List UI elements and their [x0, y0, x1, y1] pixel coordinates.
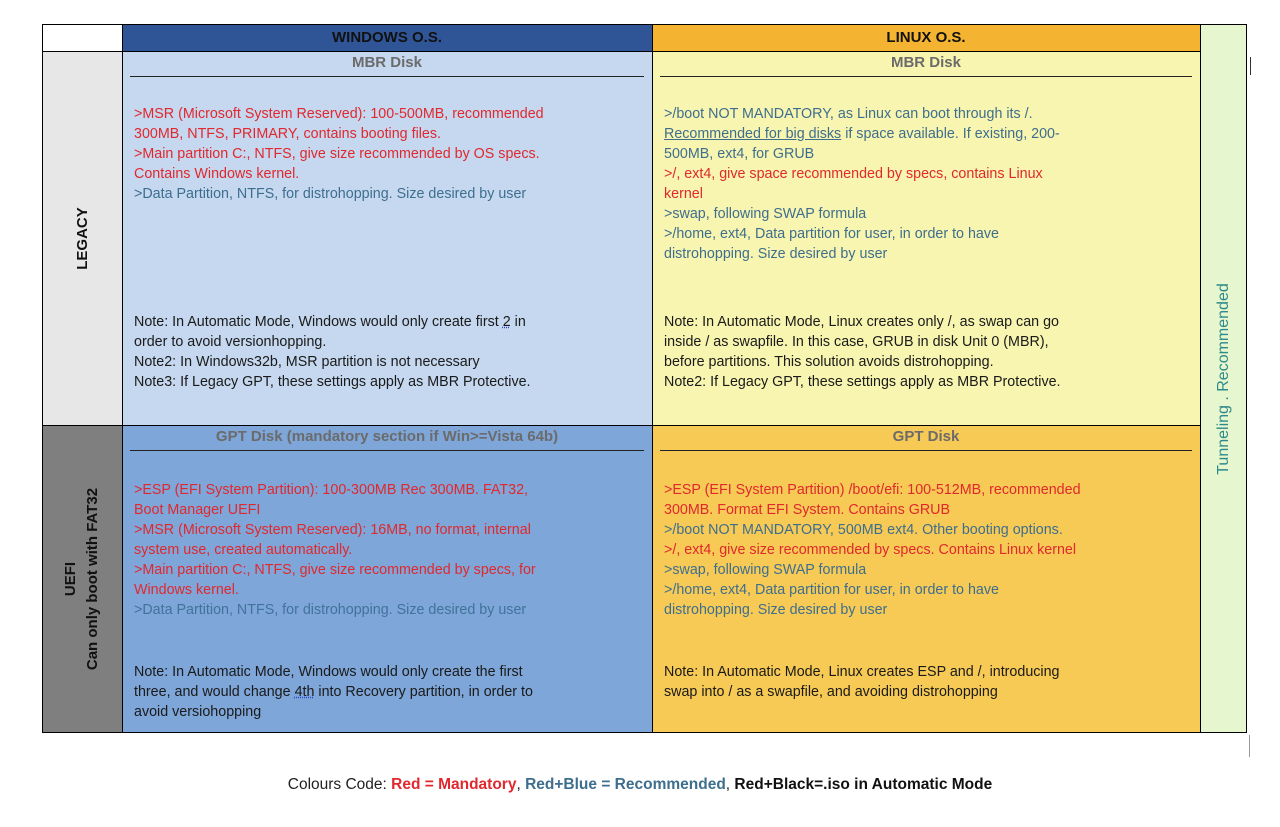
note-line: Note2: If Legacy GPT, these settings apply as MBR Protective.: [664, 374, 1061, 390]
text-line: >Data Partition, NTFS, for distrohopping. Size desired by user: [134, 602, 527, 618]
text-line: >ESP (EFI System Partition): 100-300MB Rec 300MB. FAT32,: [134, 482, 528, 498]
linux-header-label: LINUX O.S.: [886, 29, 966, 46]
divider-header: [42, 51, 1200, 52]
legacy-linux-title: MBR Disk: [890, 54, 961, 71]
text-line: distrohopping. Size desired by user: [664, 246, 888, 262]
table-border-bottom: [42, 732, 1247, 733]
uefi-label-text: UEFI: [62, 561, 80, 597]
text-line: system use, created automatically.: [134, 542, 353, 558]
text-line: 300MB. Format EFI System. Contains GRUB: [664, 502, 951, 518]
legacy-windows-notes: [134, 312, 649, 392]
text-line: >/home, ext4, Data partition for user, in order to have: [664, 226, 999, 242]
windows-header: [122, 24, 652, 51]
text-line: kernel: [664, 186, 703, 202]
text-span: if space available. If existing, 200-: [841, 126, 1060, 142]
legend-separator: ,: [725, 776, 735, 793]
uefi-windows-body: [134, 480, 649, 620]
corner-cell: [42, 24, 122, 51]
legacy-windows-title: MBR Disk: [351, 54, 422, 71]
text-line: >MSR (Microsoft System Reserved): 16MB, no format, internal: [134, 522, 531, 538]
text-line: >swap, following SWAP formula: [664, 206, 867, 222]
uefi-linux-title-rule: [660, 450, 1192, 451]
note-line: Note: In Automatic Mode, Windows would only create the first: [134, 664, 523, 680]
text-line: Boot Manager UEFI: [134, 502, 261, 518]
linux-header: [652, 24, 1200, 51]
text-line: >/home, ext4, Data partition for user, in order to have: [664, 582, 999, 598]
text-line: >Main partition C:, NTFS, give size recommended by specs, for: [134, 562, 536, 578]
note-line: Note: In Automatic Mode, Linux creates only /, as swap can go: [664, 314, 1059, 330]
text-line: >/boot NOT MANDATORY, 500MB ext4. Other booting options.: [664, 522, 1063, 538]
uefi-linux-body: [664, 480, 1198, 620]
legacy-row-label: [42, 51, 122, 425]
legacy-linux-title-rule: [660, 76, 1192, 77]
legacy-linux-body: [664, 104, 1198, 264]
uefi-linux-title: GPT Disk: [892, 428, 960, 445]
note-text: three, and would change: [134, 684, 295, 700]
note-line: swap into / as a swapfile, and avoiding distrohopping: [664, 684, 998, 700]
note-text: in: [510, 314, 526, 330]
text-line: >/, ext4, give space recommended by specs, contains Linux: [664, 166, 1043, 182]
note-line: inside / as swapfile. In this case, GRUB in disk Unit 0 (MBR),: [664, 334, 1049, 350]
divider-col1: [122, 24, 123, 733]
legacy-windows-body: [134, 104, 649, 204]
text-line: distrohopping. Size desired by user: [664, 602, 888, 618]
legend-mandatory: Red = Mandatory: [391, 776, 517, 793]
legend-prefix: Colours Code:: [287, 776, 392, 793]
colour-legend: [0, 776, 1280, 794]
uefi-row-label: [42, 425, 122, 733]
note-text: Note: In Automatic Mode, Windows would only create first: [134, 314, 503, 330]
text-line: >/boot NOT MANDATORY, as Linux can boot through its /.: [664, 106, 1033, 122]
text-line: Contains Windows kernel.: [134, 166, 300, 182]
text-line: >ESP (EFI System Partition) /boot/efi: 100-512MB, recommended: [664, 482, 1081, 498]
uefi-sublabel-text: Can only boot with FAT32: [84, 487, 102, 671]
text-line: 500MB, ext4, for GRUB: [664, 146, 815, 162]
divider-col2: [652, 24, 653, 733]
note-line: order to avoid versionhopping.: [134, 334, 327, 350]
note-text: into Recovery partition, in order to: [314, 684, 533, 700]
uefi-windows-title-rule: [130, 450, 644, 451]
note-number: 2: [502, 314, 511, 330]
legend-separator: ,: [516, 776, 526, 793]
windows-header-label: WINDOWS O.S.: [332, 29, 442, 46]
note-line: Note3: If Legacy GPT, these settings apply as MBR Protective.: [134, 374, 531, 390]
legend-automatic: Red+Black=.iso in Automatic Mode: [734, 776, 993, 793]
legacy-label-text: LEGACY: [73, 206, 91, 270]
legend-recommended: Red+Blue = Recommended: [525, 776, 726, 793]
legacy-linux-notes: [664, 312, 1198, 392]
text-line: Windows kernel.: [134, 582, 239, 598]
text-line: >/, ext4, give size recommended by specs. Contains Linux kernel: [664, 542, 1077, 558]
legacy-windows-title-rule: [130, 76, 644, 77]
note-line: Note2: In Windows32b, MSR partition is not necessary: [134, 354, 480, 370]
uefi-label-group: [60, 488, 104, 670]
uefi-windows-notes: [134, 662, 649, 722]
text-line: >Data Partition, NTFS, for distrohopping. Size desired by user: [134, 186, 527, 202]
note-line: [134, 682, 649, 702]
text-line: [664, 124, 1198, 144]
note-ordinal: 4th: [294, 684, 315, 700]
note-line: Note: In Automatic Mode, Linux creates ESP and /, introducing: [664, 664, 1060, 680]
note-line: before partitions. This solution avoids distrohopping.: [664, 354, 994, 370]
tunneling-label-text: Tunneling . Recommended: [1214, 282, 1232, 475]
text-line: 300MB, NTFS, PRIMARY, contains booting files.: [134, 126, 441, 142]
uefi-linux-notes: [664, 662, 1198, 702]
note-line: [134, 312, 649, 332]
text-line: >MSR (Microsoft System Reserved): 100-500MB, recommended: [134, 106, 544, 122]
divider-row: [42, 425, 1200, 426]
text-cursor-bottom: [1249, 735, 1250, 757]
tunneling-label: [1200, 24, 1247, 733]
text-cursor-top: [1250, 57, 1251, 75]
text-line: >Main partition C:, NTFS, give size recommended by OS specs.: [134, 146, 540, 162]
note-line: avoid versiohopping: [134, 704, 262, 720]
table-border-top: [42, 24, 1247, 25]
text-underlined: Recommended for big disks: [664, 126, 842, 142]
uefi-windows-title: GPT Disk (mandatory section if Win>=Vista 64b): [215, 428, 559, 445]
text-line: >swap, following SWAP formula: [664, 562, 867, 578]
